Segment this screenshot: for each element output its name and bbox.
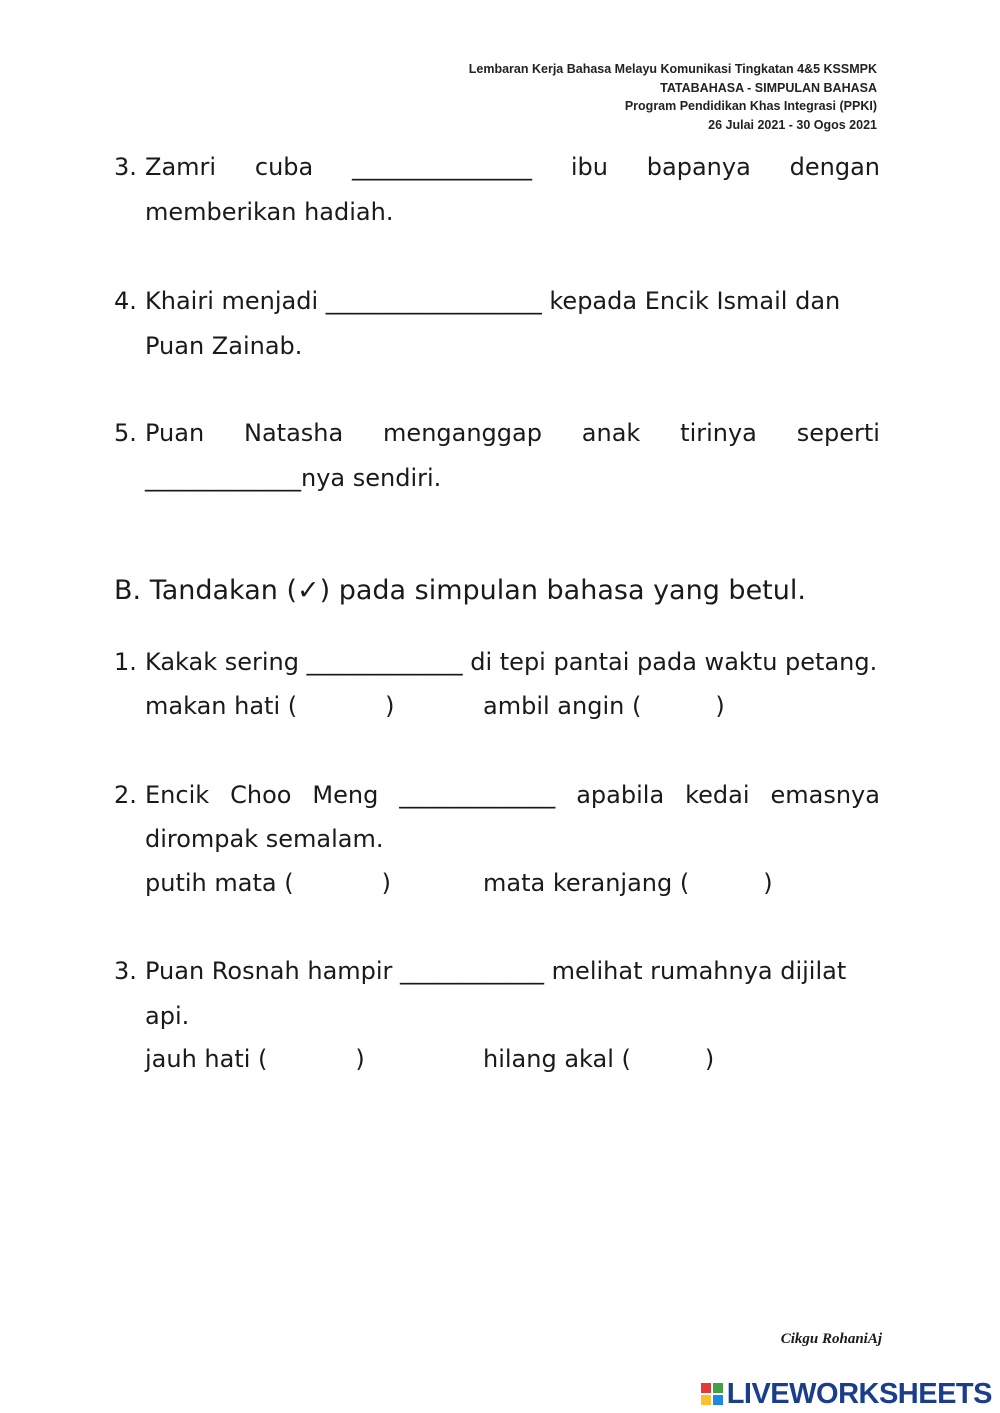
option-label: jauh hati ( <box>145 1045 268 1073</box>
word: emasnya <box>770 781 880 809</box>
question-number: 3. <box>114 957 137 985</box>
option-label: makan hati ( <box>145 692 298 720</box>
option-2[interactable] <box>483 1042 714 1076</box>
question-line[interactable]: Kakak sering _____________ di tepi pantai pada waktu petang. <box>145 648 878 676</box>
question-line-justified <box>145 778 880 812</box>
word: seperti <box>796 419 880 447</box>
word: Choo <box>230 781 292 809</box>
question-line-justified <box>145 150 880 184</box>
option-2[interactable] <box>483 689 725 723</box>
word: Meng <box>312 781 379 809</box>
word: Zamri <box>145 153 217 181</box>
header-line-topic: TATABAHASA - SIMPULAN BAHASA <box>660 80 877 95</box>
logo-square <box>701 1395 711 1405</box>
question-line: memberikan hadiah. <box>145 198 394 226</box>
liveworksheets-brand[interactable] <box>701 1378 992 1410</box>
word: Encik <box>145 781 210 809</box>
answer-blank-line[interactable]: _____________nya sendiri. <box>145 464 442 492</box>
word: apabila <box>576 781 665 809</box>
logo-square <box>713 1395 723 1405</box>
options-row <box>145 689 880 723</box>
answer-blank[interactable]: _____________ <box>399 781 556 809</box>
word: bapanya <box>646 153 751 181</box>
option-label: mata keranjang ( <box>483 869 690 897</box>
close-paren: ) <box>715 692 725 720</box>
worksheet-header <box>469 60 877 134</box>
word: cuba <box>254 153 314 181</box>
logo-square <box>713 1383 723 1393</box>
word: dengan <box>789 153 880 181</box>
answer-blank[interactable]: _______________ <box>352 153 533 181</box>
word: kedai <box>685 781 750 809</box>
question-number: 5. <box>114 419 137 447</box>
word: Puan <box>145 419 205 447</box>
question-line[interactable]: Puan Rosnah hampir ____________ melihat rumahnya dijilat <box>145 957 847 985</box>
word: Natasha <box>244 419 344 447</box>
header-line-program: Program Pendidikan Khas Integrasi (PPKI) <box>624 99 877 113</box>
close-paren: ) <box>704 1045 715 1073</box>
question-line: Puan Zainab. <box>145 332 303 360</box>
word: ibu <box>570 153 608 181</box>
word: menganggap <box>383 419 542 447</box>
question-number: 3. <box>114 153 137 181</box>
section-b-title: B. Tandakan (✓) pada simpulan bahasa yang betul. <box>114 575 806 606</box>
brand-name: LIVEWORKSHEETS <box>726 1377 992 1410</box>
option-1[interactable] <box>145 689 394 723</box>
option-label: hilang akal ( <box>483 1045 631 1073</box>
question-number: 2. <box>114 781 137 809</box>
question-line-justified <box>145 416 880 450</box>
word: tirinya <box>680 419 757 447</box>
word: anak <box>581 419 641 447</box>
logo-square <box>701 1383 711 1393</box>
option-1[interactable] <box>145 866 391 900</box>
close-paren: ) <box>355 1045 365 1073</box>
close-paren: ) <box>381 869 391 897</box>
close-paren: ) <box>763 869 773 897</box>
question-line: api. <box>145 1002 190 1030</box>
question-line: dirompak semalam. <box>145 825 384 853</box>
close-paren: ) <box>385 692 395 720</box>
teacher-signature: Cikgu RohaniAj <box>780 1331 882 1347</box>
header-line-date: 26 Julai 2021 - 30 Ogos 2021 <box>708 117 877 132</box>
question-number: 1. <box>114 648 137 676</box>
options-row <box>145 1042 880 1076</box>
question-line[interactable]: Khairi menjadi __________________ kepada Encik Ismail dan <box>145 287 841 315</box>
option-1[interactable] <box>145 1042 365 1076</box>
question-number: 4. <box>114 287 137 315</box>
option-label: ambil angin ( <box>483 692 642 720</box>
header-line-title: Lembaran Kerja Bahasa Melayu Komunikasi Tingkatan 4&5 KSSMPK <box>468 62 877 76</box>
options-row <box>145 866 880 900</box>
option-2[interactable] <box>483 866 773 900</box>
liveworksheets-logo-icon <box>701 1383 723 1405</box>
option-label: putih mata ( <box>145 869 294 897</box>
